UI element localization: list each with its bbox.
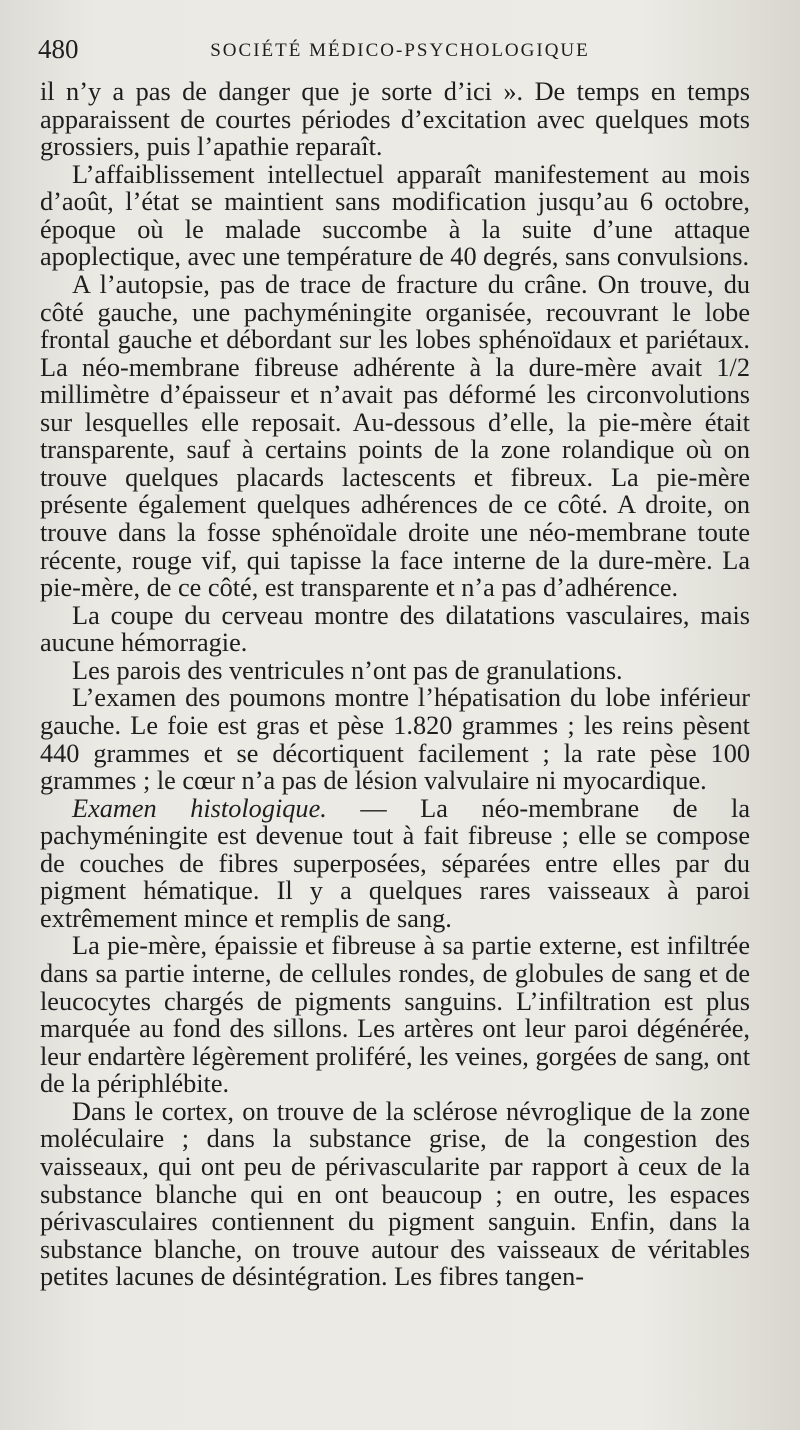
paragraph: L’examen des poumons montre l’hépatisation du lobe inférieur gauche. Le foie est gras et pèse 1.820 grammes ; les reins pèsent 440 grammes et se décortiquent facilement ; la rate pèse 100 grammes ; le cœur n’a pas de lésion valvulaire ni myocardique. xyxy=(40,683,750,796)
paragraph: Dans le cortex, on trouve de la sclérose névroglique de la zone moléculaire ; dans la substance grise, de la congestion des vaisseaux, qui ont peu de périvascularite par rapport à ceux de la substance blanche qui en ont beaucoup ; en outre, les espaces périvasculaires contiennent du pigment sanguin. Enfin, dans la substance blanche, on trouve autour des vaisseaux de véritables petites lacunes de désintégration. Les fibres tangen- xyxy=(40,1096,750,1292)
paragraph: La pie-mère, épaissie et fibreuse à sa partie externe, est infiltrée dans sa partie interne, de cellules rondes, de globules de sang et de leucocytes chargés de pigments sanguins. L’infiltration est plus marquée au fond des sillons. Les artères ont leur paroi dégénérée, leur endartère légèrement proliféré, les veines, gorgées de sang, ont de la périphlébite. xyxy=(40,931,750,1099)
paragraph: La coupe du cerveau montre des dilatations vasculaires, mais aucune hémorragie. xyxy=(40,600,750,658)
paragraph-histology xyxy=(40,795,750,933)
paragraph: L’affaiblissement intellectuel apparaît manifestement au mois d’août, l’état se maintient sans modification jusqu’au 6 octobre, époque où le malade succombe à la suite d’une attaque apoplectique, avec une température de 40 degrés, sans convulsions. xyxy=(40,159,750,272)
page-number: 480 xyxy=(38,34,79,64)
section-title: Examen histologique. xyxy=(72,793,327,823)
paragraph: il n’y a pas de danger que je sorte d’ici ». De temps en temps apparaissent de courtes périodes d’excitation avec quelques mots grossiers, puis l’apathie reparaît. xyxy=(40,77,750,162)
paragraph: A l’autopsie, pas de trace de fracture du crâne. On trouve, du côté gauche, une pachyméningite organisée, recouvrant le lobe frontal gauche et débordant sur les lobes sphénoïdaux et pariétaux. La néo-membrane fibreuse adhérente à la dure-mère avait 1/2 millimètre d’épaisseur et n’avait pas déformé les circonvolutions sur lesquelles elle reposait. Au-dessous d’elle, la pie-mère était transparente, sauf à certains points de la zone rolandique où on trouve quelques placards lactescents et fibreux. La pie-mère présente également quelques adhérences de ce côté. A droite, on trouve dans la fosse sphénoïdale droite une néo-membrane toute récente, rouge vif, qui tapisse la face interne de la dure-mère. La pie-mère, de ce côté, est transparente et n’a pas d’adhérence. xyxy=(40,269,750,603)
paragraph-text: — La néo-membrane de la pachyméningite est devenue tout à fait fibreuse ; elle se compose de couches de fibres superposées, séparées entre elles par du pigment hématique. Il y a quelques rares vaisseaux à paroi extrêmement mince et remplis de sang. xyxy=(40,793,750,933)
body-text xyxy=(40,78,750,1291)
running-title: SOCIÉTÉ MÉDICO-PSYCHOLOGIQUE xyxy=(210,40,590,61)
page-header xyxy=(38,34,742,74)
paragraph: Les parois des ventricules n’ont pas de granulations. xyxy=(72,655,623,685)
